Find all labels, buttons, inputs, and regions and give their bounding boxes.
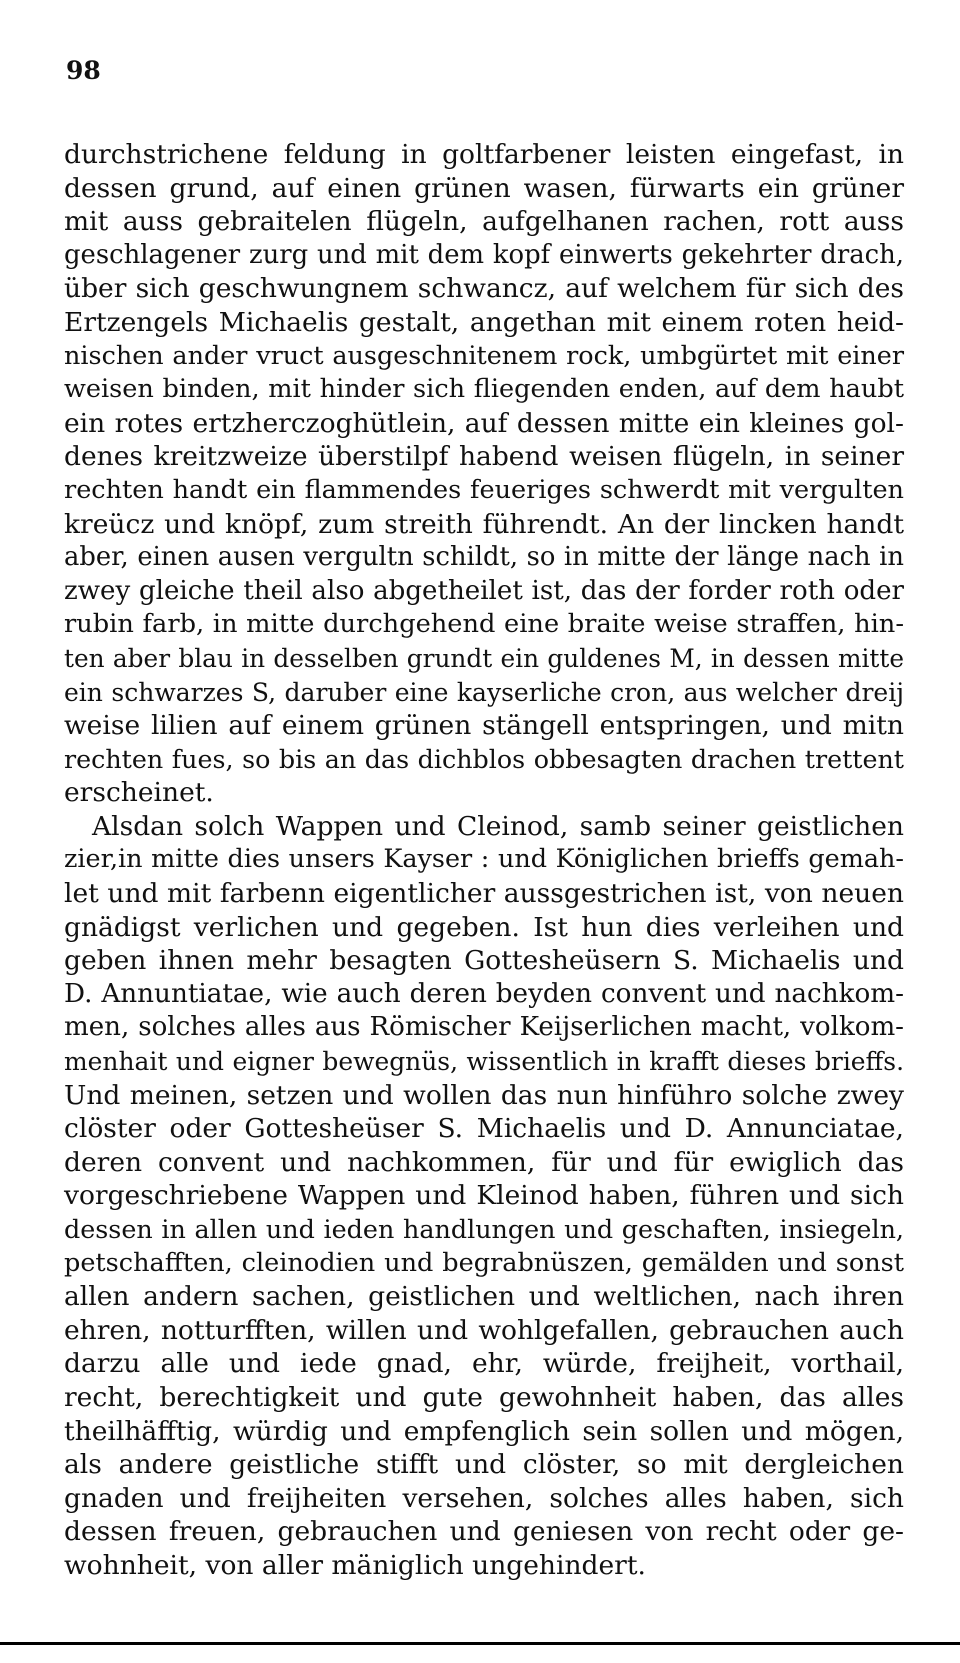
text-line: ten aber blau in desselben grundt ein guldenes M, in dessen mitte <box>64 643 904 673</box>
text-line: menhait und eigner bewegnüs, wissentlich in krafft dieses brieffs. <box>64 1047 904 1077</box>
text-line: wohnheit, von aller mäniglich ungehindert. <box>64 1549 646 1581</box>
text-line: dessen in allen und ieden handlungen und geschaften, insiegeln, <box>64 1214 904 1244</box>
text-line: vorgeschriebene Wappen und Kleinod haben, führen und sich <box>64 1180 904 1212</box>
text-line: darzu alle und iede gnad, ehr, würde, freijheit, vorthail, <box>64 1348 904 1380</box>
text-line: rechten fues, so bis an das dichblos obbesagten drachen trettent <box>64 743 904 774</box>
text-line: ehren, notturfften, willen und wohlgefallen, gebrauchen auch <box>64 1314 904 1346</box>
text-line: über sich geschwungnem schwancz, auf welchem für sich des <box>64 273 904 305</box>
text-line: aber, einen ausen vergultn schildt, so in mitte der länge nach in <box>64 542 904 573</box>
paragraph-1 <box>64 138 904 810</box>
text-line: geben ihnen mehr besagten Gotteshеüsern S. Michaelis und <box>64 945 904 977</box>
text-line: denes kreitzweize überstilpf habend weisen flügeln, in seiner <box>64 441 904 473</box>
text-line: men, solches alles aus Römischer Keijserlichen macht, volkom- <box>64 1012 904 1043</box>
text-line: dessen freuen, gebrauchen und geniesen von recht oder ge- <box>64 1516 904 1548</box>
text-line: ein rotes ertzherczoghütlein, auf dessen mitte ein kleines gol- <box>64 407 904 439</box>
text-line: durchstrichene feldung in goltfarbener leisten eingefast, in <box>64 139 904 170</box>
text-line: recht, berechtigkeit und gute gewohnheit haben, das alles <box>64 1381 904 1413</box>
text-line: ein schwarzes S, daruber eine kayserliche cron, aus welcher dreij <box>64 677 904 707</box>
paragraph-2 <box>64 810 904 1583</box>
text-line: erscheinet. <box>64 777 214 809</box>
text-line: gnaden und freijheiten versehen, solches alles haben, sich <box>64 1482 904 1514</box>
text-line: deren convent und nachkommen, für und für ewiglich das <box>64 1146 904 1178</box>
text-line: allen andern sachen, geistlichen und weltlichen, nach ihren <box>64 1281 904 1313</box>
text-line: zwey gleiche theil also abgetheilet ist, das der forder roth oder <box>64 575 904 606</box>
text-line: clöster oder Gotteshеüser S. Michaelis und D. Annunciatae, <box>64 1113 904 1145</box>
text-line: dessen grund, auf einen grünen wasen, fürwarts ein grüner <box>64 172 904 204</box>
text-line: als andere geistliche stifft und clöster, so mit dergleichen <box>64 1449 904 1481</box>
text-line: Alsdan solch Wappen und Cleinod, samb seiner geistlichen <box>92 810 904 842</box>
body-text <box>64 138 904 1583</box>
text-line: rechten handt ein flammendes feueriges schwerdt mit vergulten <box>64 474 904 505</box>
text-line: rubin farb, in mitte durchgehend eine braite weise straffen, hin- <box>64 609 904 640</box>
text-line: Und meinen, setzen und wollen das nun hinführo solche zwey <box>64 1079 904 1111</box>
text-line: geschlagener zurg und mit dem kopf einwerts gekehrter drach, <box>64 239 904 270</box>
bottom-rule <box>0 1642 960 1645</box>
text-line: Ertzengels Michaelis gestalt, angethan mit einem roten heid- <box>64 306 904 338</box>
text-line: weise lilien auf einem grünen stängell entspringen, und mitn <box>64 710 904 742</box>
text-line: theilhäfftig, würdig und empfenglich sein sollen und mögen, <box>64 1415 904 1447</box>
text-line: kreücz und knöpf, zum streith führendt. An der lincken handt <box>64 508 904 540</box>
text-line: weisen binden, mit hinder sich fliegenden enden, auf dem haubt <box>64 374 904 405</box>
text-line: nischen ander vruct ausgeschnitenem rock, umbgürtet mit einer <box>64 340 904 371</box>
text-line: zier,in mitte dies unsers Kayser : und Königlichen brieffs gemah- <box>64 844 904 875</box>
text-line: mit auss gebraitelen flügeln, aufgelhanen rachen, rott auss <box>64 206 904 238</box>
text-line: gnädigst verlichen und gegeben. Ist hun dies verleihen und <box>64 911 904 943</box>
text-line: petschafften, cleinodien und begrabnüszen, gemälden und sonst <box>64 1247 904 1278</box>
page-number: 98 <box>66 56 101 85</box>
text-line: D. Annuntiatae, wie auch deren beyden convent und nachkom- <box>64 978 904 1009</box>
text-line: let und mit farbenn eigentlicher aussgestrichen ist, von neuen <box>64 878 904 910</box>
